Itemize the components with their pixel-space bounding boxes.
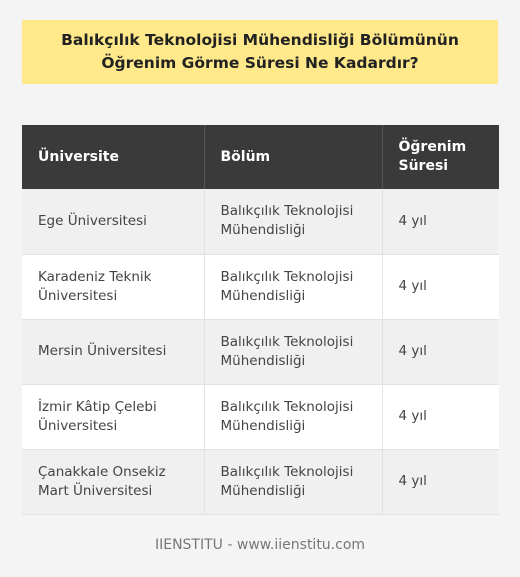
cell-university: Mersin Üniversitesi — [22, 319, 204, 384]
cell-duration: 4 yıl — [382, 319, 499, 384]
cell-university: İzmir Kâtip Çelebi Üniversitesi — [22, 384, 204, 449]
header-university: Üniversite — [22, 125, 204, 189]
title-banner — [22, 20, 498, 84]
table-header-row — [22, 125, 499, 189]
header-department: Bölüm — [204, 125, 382, 189]
cell-department: Balıkçılık Teknolojisi Mühendisliği — [204, 384, 382, 449]
table-row — [22, 319, 499, 384]
page-title: Balıkçılık Teknolojisi Mühendisliği Bölümünün Öğrenim Görme Süresi Ne Kadardır? — [61, 31, 459, 72]
cell-university: Ege Üniversitesi — [22, 189, 204, 254]
table-row — [22, 384, 499, 449]
cell-department: Balıkçılık Teknolojisi Mühendisliği — [204, 319, 382, 384]
cell-department: Balıkçılık Teknolojisi Mühendisliği — [204, 449, 382, 514]
cell-university: Çanakkale Onsekiz Mart Üniversitesi — [22, 449, 204, 514]
cell-department: Balıkçılık Teknolojisi Mühendisliği — [204, 254, 382, 319]
cell-duration: 4 yıl — [382, 449, 499, 514]
cell-university: Karadeniz Teknik Üniversitesi — [22, 254, 204, 319]
footer-credit: IIENSTITU - www.iienstitu.com — [154, 537, 366, 553]
cell-duration: 4 yıl — [382, 189, 499, 254]
table-row — [22, 189, 499, 254]
cell-duration: 4 yıl — [382, 384, 499, 449]
table-row — [22, 254, 499, 319]
cell-duration: 4 yıl — [382, 254, 499, 319]
table-row — [22, 449, 499, 514]
study-duration-table — [22, 125, 499, 515]
header-duration: Öğrenim Süresi — [382, 125, 499, 189]
cell-department: Balıkçılık Teknolojisi Mühendisliği — [204, 189, 382, 254]
